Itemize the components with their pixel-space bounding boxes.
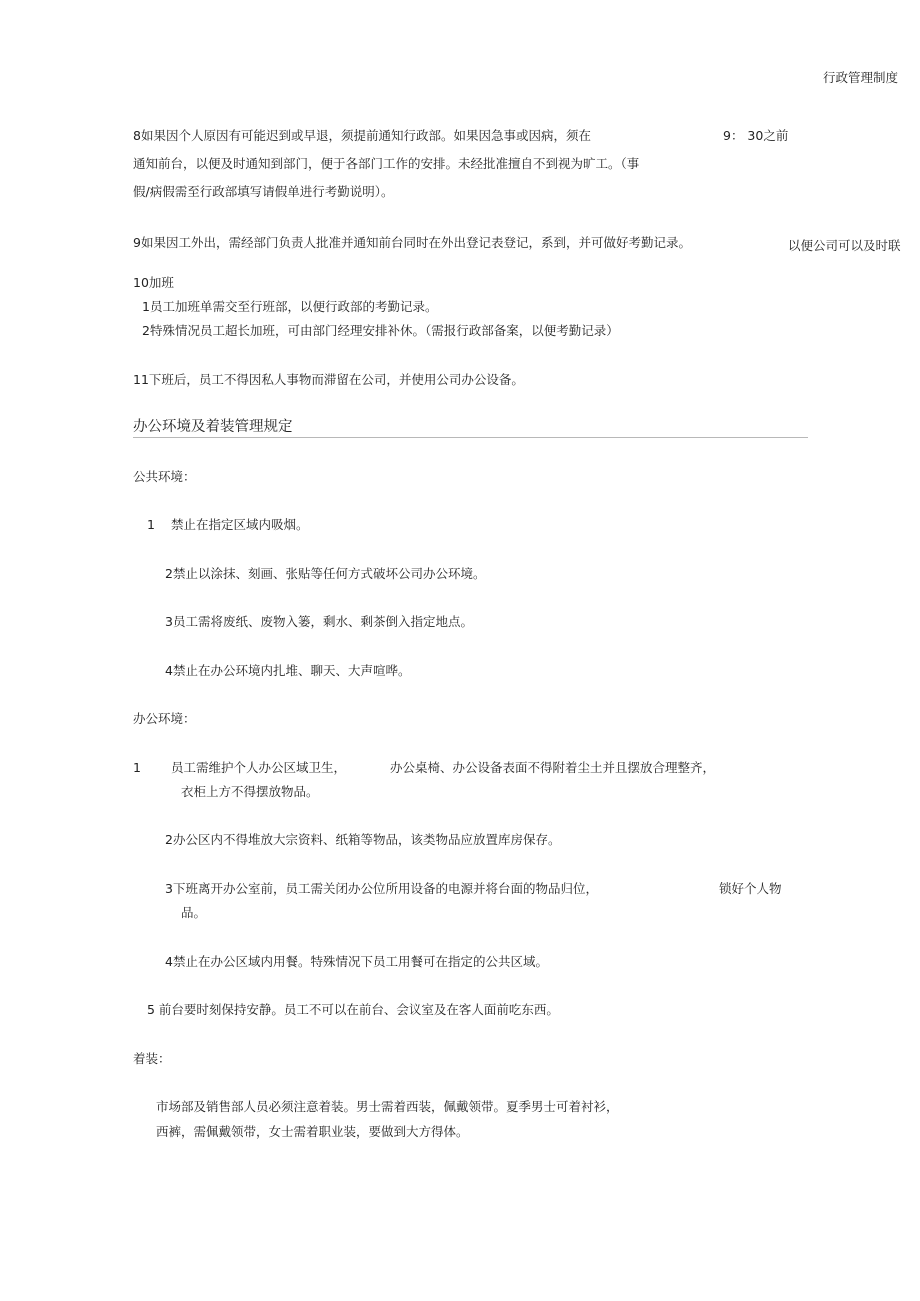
item10-sub2: 2特殊情况员工超长加班，可由部门经理安排补休。（需报行政部备案，以便考勤记录） [142, 323, 619, 338]
office-item3-c: 品。 [181, 905, 207, 920]
item9-line1: 9如果因工外出，需经部门负责人批准并通知前台同时在外出登记表登记，系到，并可做好考勤记录。 [133, 235, 691, 250]
office-item1-a: 员工需维护个人办公区域卫生， [171, 760, 347, 775]
item10-title: 10加班 [133, 275, 174, 290]
public-item4: 4禁止在办公环境内扎堆、聊天、大声喧哗。 [165, 663, 411, 678]
office-item1-b: 办公桌椅、办公设备表面不得附着尘土并且摆放合理整齐， [390, 760, 716, 775]
item8-time: 9： 30之前 [723, 128, 789, 143]
office-item1-c: 衣柜上方不得摆放物品。 [181, 784, 319, 799]
section-title: 办公环境及着装管理规定 [133, 419, 293, 435]
item11: 11下班后，员工不得因私人事物而滞留在公司，并使用公司办公设备。 [133, 372, 524, 387]
public-item1-number: 1 [147, 517, 155, 532]
public-item2: 2禁止以涂抹、刻画、张贴等任何方式破坏公司办公环境。 [165, 566, 486, 581]
public-item3: 3员工需将废纸、废物入篓，剩水、剩茶倒入指定地点。 [165, 614, 473, 629]
header-doc-title: 行政管理制度 [823, 70, 899, 85]
office-item4: 4禁止在办公区域内用餐。特殊情况下员工用餐可在指定的公共区域。 [165, 954, 548, 969]
office-item2: 2办公区内不得堆放大宗资料、纸箱等物品，该类物品应放置库房保存。 [165, 832, 561, 847]
dress-line2: 西裤，需佩戴领带，女士需着职业装，要做到大方得体。 [156, 1124, 469, 1139]
dress-line1: 市场部及销售部人员必须注意着装。男士需着西装，佩戴领带。夏季男士可着衬衫， [156, 1099, 619, 1114]
item8-line1: 8如果因个人原因有可能迟到或早退，须提前通知行政部。如果因急事或因病，须在 [133, 128, 591, 143]
dress-heading: 着装： [133, 1051, 171, 1066]
office-item5: 5 前台要时刻保持安静。员工不可以在前台、会议室及在客人面前吃东西。 [147, 1002, 559, 1017]
item8-line3: 假/病假需至行政部填写请假单进行考勤说明）。 [133, 184, 394, 199]
office-item3-a: 3下班离开办公室前，员工需关闭办公位所用设备的电源并将台面的物品归位， [165, 881, 598, 896]
office-heading: 办公环境： [133, 711, 196, 726]
item9-aside: 以便公司可以及时联 [788, 238, 901, 253]
public-heading: 公共环境： [133, 469, 196, 484]
office-item3-b: 锁好个人物 [719, 881, 782, 896]
office-item1-number: 1 [133, 760, 141, 775]
item10-sub1: 1员工加班单需交至行班部，以便行政部的考勤记录。 [142, 299, 438, 314]
item8-line2: 通知前台，以便及时通知到部门，便于各部门工作的安排。未经批准擅自不到视为旷工。（事 [133, 156, 640, 171]
public-item1-text: 禁止在指定区域内吸烟。 [171, 517, 309, 532]
section-divider [133, 437, 808, 438]
